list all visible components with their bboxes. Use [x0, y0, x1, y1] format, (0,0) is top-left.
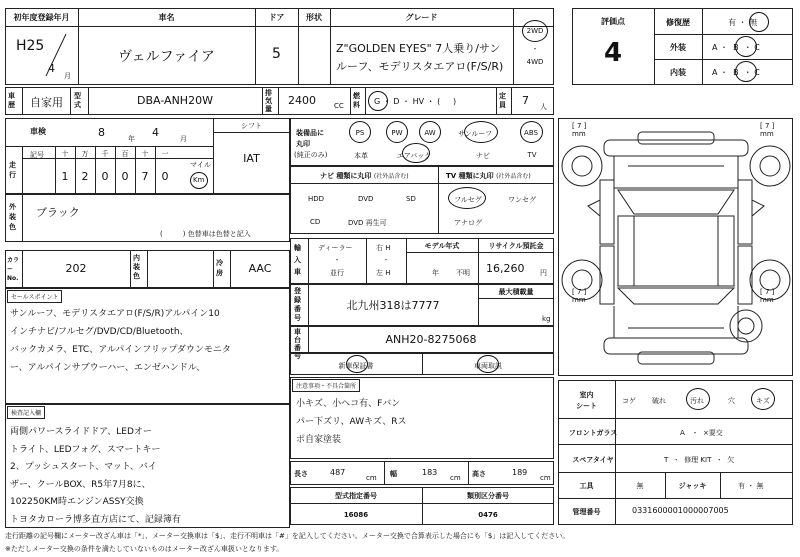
- recycle-value: 16,260: [486, 262, 525, 275]
- type-no: 16086: [343, 511, 369, 519]
- equip-navi: ナビ: [476, 152, 490, 160]
- new-car-warranty: 新車保証書: [338, 362, 374, 370]
- mm-bottom-left: [ 7 ] mm: [572, 288, 587, 304]
- model-year-label: モデル年式: [424, 242, 460, 250]
- equip-label-2: 丸印: [296, 140, 310, 148]
- tv-oneseg: ワンセグ: [508, 196, 536, 204]
- digit-header: 十: [141, 150, 149, 158]
- equip-label-3: (純正のみ): [294, 151, 328, 159]
- seat-ana: 穴: [728, 397, 735, 405]
- width-label: 幅: [390, 470, 397, 478]
- height-value: 189: [512, 468, 528, 477]
- sales-line: サンルーフ、モデリスタエアロ(F/S/R)アルパイン10: [10, 309, 220, 319]
- equip-tv: TV: [527, 151, 537, 159]
- reg-year: H25: [16, 38, 45, 54]
- seat-label-1: 室内: [579, 391, 594, 399]
- exterior-options: A ・ B ・ C: [712, 43, 760, 52]
- class-no-label: 類別区分番号: [467, 492, 509, 500]
- digit-value: 0: [161, 170, 169, 183]
- navi-dvd: DVD: [358, 195, 374, 203]
- repair-options: 有 ・ 無: [728, 18, 758, 27]
- reg-month-unit: 月: [64, 72, 71, 80]
- inspection-year-unit: 年: [128, 135, 135, 143]
- shift: IAT: [243, 152, 260, 165]
- max-load-label: 最大積載量: [498, 288, 534, 296]
- capacity: 7: [522, 94, 529, 107]
- seat-koge: コゲ: [622, 397, 636, 405]
- fuel-g-circle: [368, 91, 388, 111]
- grade-label: グレード: [405, 13, 438, 22]
- car-name-label: 車名: [158, 13, 175, 22]
- tools-label: 工具: [579, 482, 594, 490]
- import-dot2: ・: [382, 256, 390, 264]
- equip-leather: 本革: [354, 152, 368, 160]
- fullseg-circle: [448, 187, 486, 209]
- seat-kizu: キズ: [756, 397, 770, 405]
- grade-line1: Z"GOLDEN EYES" 7人乗り/サン: [336, 42, 501, 55]
- equip-ps: PS: [355, 129, 365, 137]
- sales-line: ー、アルパインサブウーハー、エンゼハンドル、: [10, 363, 206, 373]
- cooler: AAC: [248, 262, 272, 275]
- model: DBA-ANH20W: [137, 94, 213, 107]
- recycle-unit: 円: [540, 269, 547, 277]
- inspector-label: 検査記入欄: [7, 406, 45, 419]
- km-unit: Km: [193, 176, 205, 184]
- pw-circle: [386, 121, 408, 143]
- chassis-label: 車台番号: [294, 328, 301, 360]
- notes-label: 注意事項・不具合箇所: [292, 379, 360, 392]
- tv-analog: アナログ: [454, 219, 482, 227]
- jack-label: ジャッキ: [678, 482, 707, 490]
- reg-month: 4: [48, 62, 55, 75]
- usage-label: 車歴: [8, 92, 15, 109]
- inspection-month: 4: [152, 126, 159, 139]
- height-unit: cm: [540, 474, 551, 482]
- mile-label: マイル: [190, 161, 211, 169]
- fuel-label: 燃料: [353, 92, 360, 109]
- sales-label: セールスポイント: [7, 290, 62, 303]
- mgmt-value: 0331600001000007005: [632, 506, 729, 515]
- eval-label: 評価点: [601, 17, 625, 26]
- color-value: ブラック: [36, 206, 80, 219]
- footer-line2: ※ただしメーター交換の条件を満たしていないものはメーター改ざん車扱いとなります。: [5, 545, 284, 553]
- seat-yogore: 汚れ: [690, 397, 704, 405]
- tv-fullseg: フルセグ: [454, 196, 482, 204]
- seat-label-2: シート: [576, 402, 597, 410]
- length-value: 487: [330, 468, 346, 477]
- car-name: ヴェルファイア: [118, 49, 215, 65]
- displacement: 2400: [288, 94, 316, 107]
- yogore-circle: [686, 388, 710, 410]
- equip-pw: PW: [391, 129, 403, 137]
- abs-circle: [520, 121, 543, 143]
- class-no: 0476: [478, 511, 498, 519]
- displacement-label: 排気量: [265, 89, 272, 113]
- seat-yabure: 破れ: [652, 397, 666, 405]
- glass-label: フロントガラス: [568, 429, 618, 437]
- mm-top-right: [ 7 ] mm: [760, 122, 775, 138]
- width-value: 183: [422, 468, 438, 477]
- digit-value: 2: [81, 170, 89, 183]
- digit-header: 十: [61, 150, 69, 158]
- first-reg-label: 初年度登録年月: [13, 13, 70, 22]
- equip-airbag: エアバック: [396, 152, 432, 160]
- drive-dot: ・: [531, 45, 539, 53]
- chassis-value: ANH20-8275068: [385, 333, 477, 346]
- import-right: 右 H: [376, 244, 391, 252]
- jack-options: 有 ・ 無: [738, 482, 764, 490]
- mileage-label: 走行: [9, 161, 16, 179]
- inspector-line: 102250KM時エンジンASSY交換: [10, 497, 144, 507]
- height-label: 高さ: [472, 470, 486, 478]
- digit-value: 0: [121, 170, 129, 183]
- inspector-line: 2、プッシュスタート、マット、バイ: [10, 462, 157, 472]
- glass-options: A ・ ×要交: [680, 429, 723, 437]
- mileage-symbol: 記号: [30, 151, 44, 159]
- model-label: 型式: [74, 92, 81, 109]
- sales-line: バックカメラ、ETC、アルパインフリップダウンモニタ: [10, 345, 231, 355]
- interior-color-label: 内装色: [133, 254, 140, 280]
- navi-dvd-play: DVD 再生可: [348, 219, 387, 227]
- model-year-value: 不明: [456, 269, 470, 277]
- navi-title: ナビ 種類に丸印 (社外品含む): [320, 172, 409, 180]
- exterior-label: 外装: [670, 43, 686, 52]
- inspection-month-unit: 月: [180, 135, 187, 143]
- digit-value: 1: [61, 170, 69, 183]
- digit-header: 千: [101, 150, 109, 158]
- sunroof-circle: [464, 121, 498, 143]
- shift-label: シフト: [241, 122, 262, 130]
- interior-label: 内装: [670, 68, 686, 77]
- digit-header: 一: [161, 150, 169, 158]
- capacity-unit: 人: [540, 103, 547, 111]
- inspector-line: 両側パワースライドドア、LEDオー: [10, 427, 152, 437]
- digit-value: 7: [141, 170, 149, 183]
- grade-line2: ルーフ、モデリスタエアロ(F/S/R): [336, 60, 504, 73]
- capacity-label: 定員: [499, 92, 506, 109]
- digit-value: 0: [101, 170, 109, 183]
- navi-hdd: HDD: [308, 195, 325, 203]
- recycle-label: リサイクル預託金: [488, 242, 544, 250]
- inspection-label: 車検: [30, 127, 46, 136]
- digit-header: 百: [121, 150, 129, 158]
- import-parallel: 並行: [330, 269, 344, 277]
- import-dealer: ディーラー: [318, 244, 353, 252]
- footer-line1: 走行距離の記号欄にメーター改ざん車は「*」、メーター交換車は「$」、走行不明車は「#」を記入してください。メーター交換で合算表示した場合にも「$」は記入してください。: [5, 532, 570, 540]
- drive-4wd: 4WD: [526, 58, 544, 66]
- color-label: 外装色: [9, 203, 16, 231]
- length-label: 長さ: [294, 470, 308, 478]
- length-unit: cm: [366, 474, 377, 482]
- import-label: 輸入車: [294, 244, 301, 276]
- inspector-line: ザー、クールBOX、R5年7月8に、: [10, 479, 151, 490]
- note-line: ポ自家塗装: [296, 435, 342, 445]
- navi-sd: SD: [406, 195, 416, 203]
- registration-label: 登録番号: [294, 287, 301, 322]
- warranty-circle: [346, 355, 368, 373]
- registration-value: 北九州318は7777: [346, 299, 440, 312]
- type-no-label: 型式指定番号: [335, 492, 377, 500]
- width-unit: cm: [450, 474, 461, 482]
- eval-score: 4: [603, 38, 623, 68]
- ps-circle: [349, 121, 371, 143]
- mm-bottom-right: [ 7 ] mm: [760, 288, 775, 304]
- color-no: 202: [65, 262, 87, 275]
- door-label: ドア: [268, 13, 285, 22]
- note-line: パー下ズリ、AWキズ、Rス: [296, 417, 407, 427]
- equip-label-1: 装備品に: [296, 129, 324, 137]
- car-diagram: [558, 118, 793, 376]
- cooler-label: 冷房: [216, 259, 223, 277]
- inspection-year: 8: [98, 126, 105, 139]
- exterior-b-circle: [735, 36, 757, 57]
- door-count: 5: [272, 46, 281, 62]
- digit-header: 万: [81, 150, 89, 158]
- model-year-unit: 年: [432, 269, 439, 277]
- color-no-label: カラーNo.: [7, 257, 20, 282]
- airbag-circle: [402, 143, 430, 163]
- kg-unit: kg: [542, 315, 551, 323]
- aw-circle: [419, 121, 441, 143]
- mm-top-left: [ 7 ] mm: [572, 122, 587, 138]
- equip-aw: AW: [424, 129, 436, 137]
- spare-options: T ・ 修理 KIT ・ 欠: [664, 456, 735, 464]
- manual-circle: [477, 355, 499, 373]
- repair-label: 修復歴: [666, 18, 690, 27]
- import-left: 左 H: [376, 269, 391, 277]
- equip-sunroof: サンルーフ: [457, 130, 493, 138]
- kizu-circle: [751, 388, 775, 410]
- spare-label: スペアタイヤ: [572, 456, 614, 464]
- cc-unit: CC: [334, 102, 344, 110]
- shape-label: 形状: [306, 13, 322, 22]
- inspector-line: トライト、LEDフォグ、スマートキー: [10, 444, 161, 455]
- inspector-line: トヨタカローラ博多直方店にて、記録簿有: [10, 514, 181, 525]
- interior-b-circle: [735, 61, 757, 82]
- usage: 自家用: [30, 96, 63, 109]
- tools-options: 無: [636, 482, 644, 490]
- equip-abs: ABS: [524, 129, 538, 137]
- color-note: ( ) 色替車は色替と記入: [160, 230, 251, 238]
- sales-line: インチナビ/フルセグ/DVD/CD/Bluetooth、: [10, 327, 189, 337]
- interior-options: A ・ B ・ C: [712, 68, 760, 77]
- vehicle-manual: 車両取説: [474, 362, 502, 370]
- import-dot: ・: [333, 256, 341, 264]
- navi-cd: CD: [310, 218, 321, 226]
- repair-none-circle: [749, 12, 769, 32]
- mgmt-label: 管理番号: [572, 508, 601, 516]
- drive-2wd: 2WD: [526, 27, 544, 35]
- fuel-options: G ・ D ・ HV ・ ( ): [374, 97, 457, 106]
- note-line: 小キズ、小ヘコ有、Fバン: [296, 399, 401, 409]
- tv-title: TV 種類に丸印 (社外品含む): [446, 172, 531, 180]
